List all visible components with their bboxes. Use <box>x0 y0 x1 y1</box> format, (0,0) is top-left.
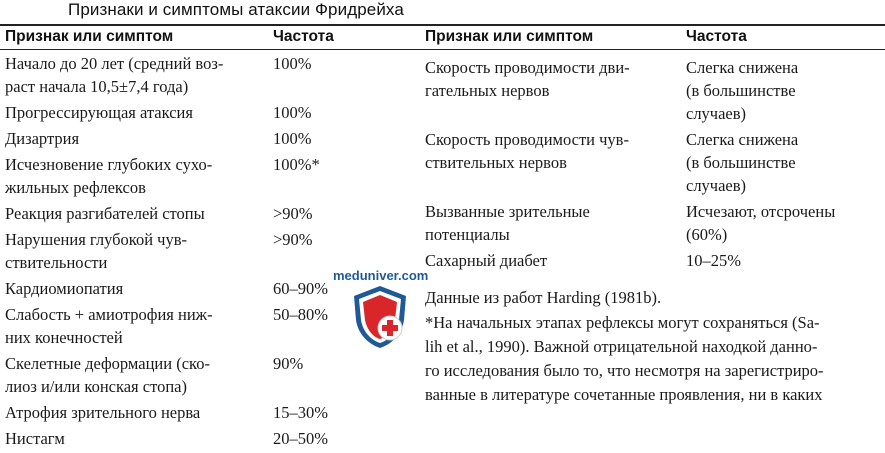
frequency-cell: 90% <box>273 354 304 373</box>
frequency-cell: (в большинстве <box>686 153 796 172</box>
header-rule <box>0 49 885 50</box>
frequency-cell: Исчезают, отсрочены <box>686 202 836 221</box>
left-sign-header: Признак или симптом <box>5 28 174 45</box>
footnote-line: го исследования было то, что несмотря на зарегистриро- <box>425 361 824 380</box>
sign-cell: Слабость + амиотрофия ниж- <box>5 305 213 324</box>
frequency-cell: 50–80% <box>273 305 328 324</box>
sign-cell: них конечностей <box>5 328 123 347</box>
frequency-cell: (в большинстве <box>686 81 796 100</box>
footnote-line: lih et al., 1990). Важной отрицательной находкой данно- <box>425 337 818 356</box>
sign-cell: Вызванные зрительные <box>425 202 590 221</box>
frequency-cell: (60%) <box>686 225 728 244</box>
frequency-cell: 100%* <box>273 155 320 174</box>
sign-cell: Реакция разгибателей стопы <box>5 204 205 223</box>
frequency-cell: 10–25% <box>686 251 741 270</box>
shield-logo-icon <box>350 284 410 350</box>
sign-cell: Сахарный диабет <box>425 251 548 270</box>
frequency-cell: Слегка снижена <box>686 130 799 149</box>
sign-cell: ствительности <box>5 253 108 272</box>
sign-cell: Скелетные деформации (ско- <box>5 354 210 373</box>
sign-cell: ствительных нервов <box>425 153 567 172</box>
left-frequency-header: Частота <box>273 28 334 45</box>
top-rule <box>0 24 885 26</box>
frequency-cell: >90% <box>273 204 313 223</box>
sign-cell: потенциалы <box>425 225 510 244</box>
sign-cell: Атрофия зрительного нерва <box>5 403 201 422</box>
footnote-line: *На начальных этапах рефлексы могут сохраняться (Sa- <box>425 313 820 332</box>
sign-cell: лиоз и/или конская стопа) <box>5 377 187 396</box>
frequency-cell: 100% <box>273 129 312 148</box>
frequency-cell: 100% <box>273 54 312 73</box>
frequency-cell: Слегка снижена <box>686 58 799 77</box>
sign-cell: Кардиомиопатия <box>5 279 124 298</box>
sign-cell: жильных рефлексов <box>5 178 146 197</box>
sign-cell: Начало до 20 лет (средний воз- <box>5 54 224 73</box>
frequency-cell: случаев) <box>686 104 747 123</box>
watermark-text: meduniver.com <box>333 268 429 283</box>
frequency-cell: >90% <box>273 230 313 249</box>
sign-cell: Скорость проводимости чув- <box>425 130 629 149</box>
frequency-cell: 60–90% <box>273 279 328 298</box>
sign-cell: Исчезновение глубоких сухо- <box>5 155 213 174</box>
frequency-cell: случаев) <box>686 176 747 195</box>
sign-cell: Скорость проводимости дви- <box>425 58 630 77</box>
source-note: Данные из работ Harding (1981b). <box>425 288 662 307</box>
sign-cell: раст начала 10,5±7,4 года) <box>5 77 189 96</box>
frequency-cell: 20–50% <box>273 429 328 448</box>
sign-cell: Дизартрия <box>5 129 80 148</box>
right-frequency-header: Частота <box>686 28 747 45</box>
frequency-cell: 100% <box>273 103 312 122</box>
sign-cell: Прогрессирующая атаксия <box>5 103 193 122</box>
sign-cell: Нарушения глубокой чув- <box>5 230 187 249</box>
sign-cell: гательных нервов <box>425 81 550 100</box>
footnote-line: ванные в литературе сочетанные проявления, ни в каких <box>425 385 823 404</box>
frequency-cell: 15–30% <box>273 403 328 422</box>
table-title: Признаки и симптомы атаксии Фридрейха <box>68 0 404 19</box>
right-sign-header: Признак или симптом <box>425 28 594 45</box>
sign-cell: Нистагм <box>5 429 65 448</box>
